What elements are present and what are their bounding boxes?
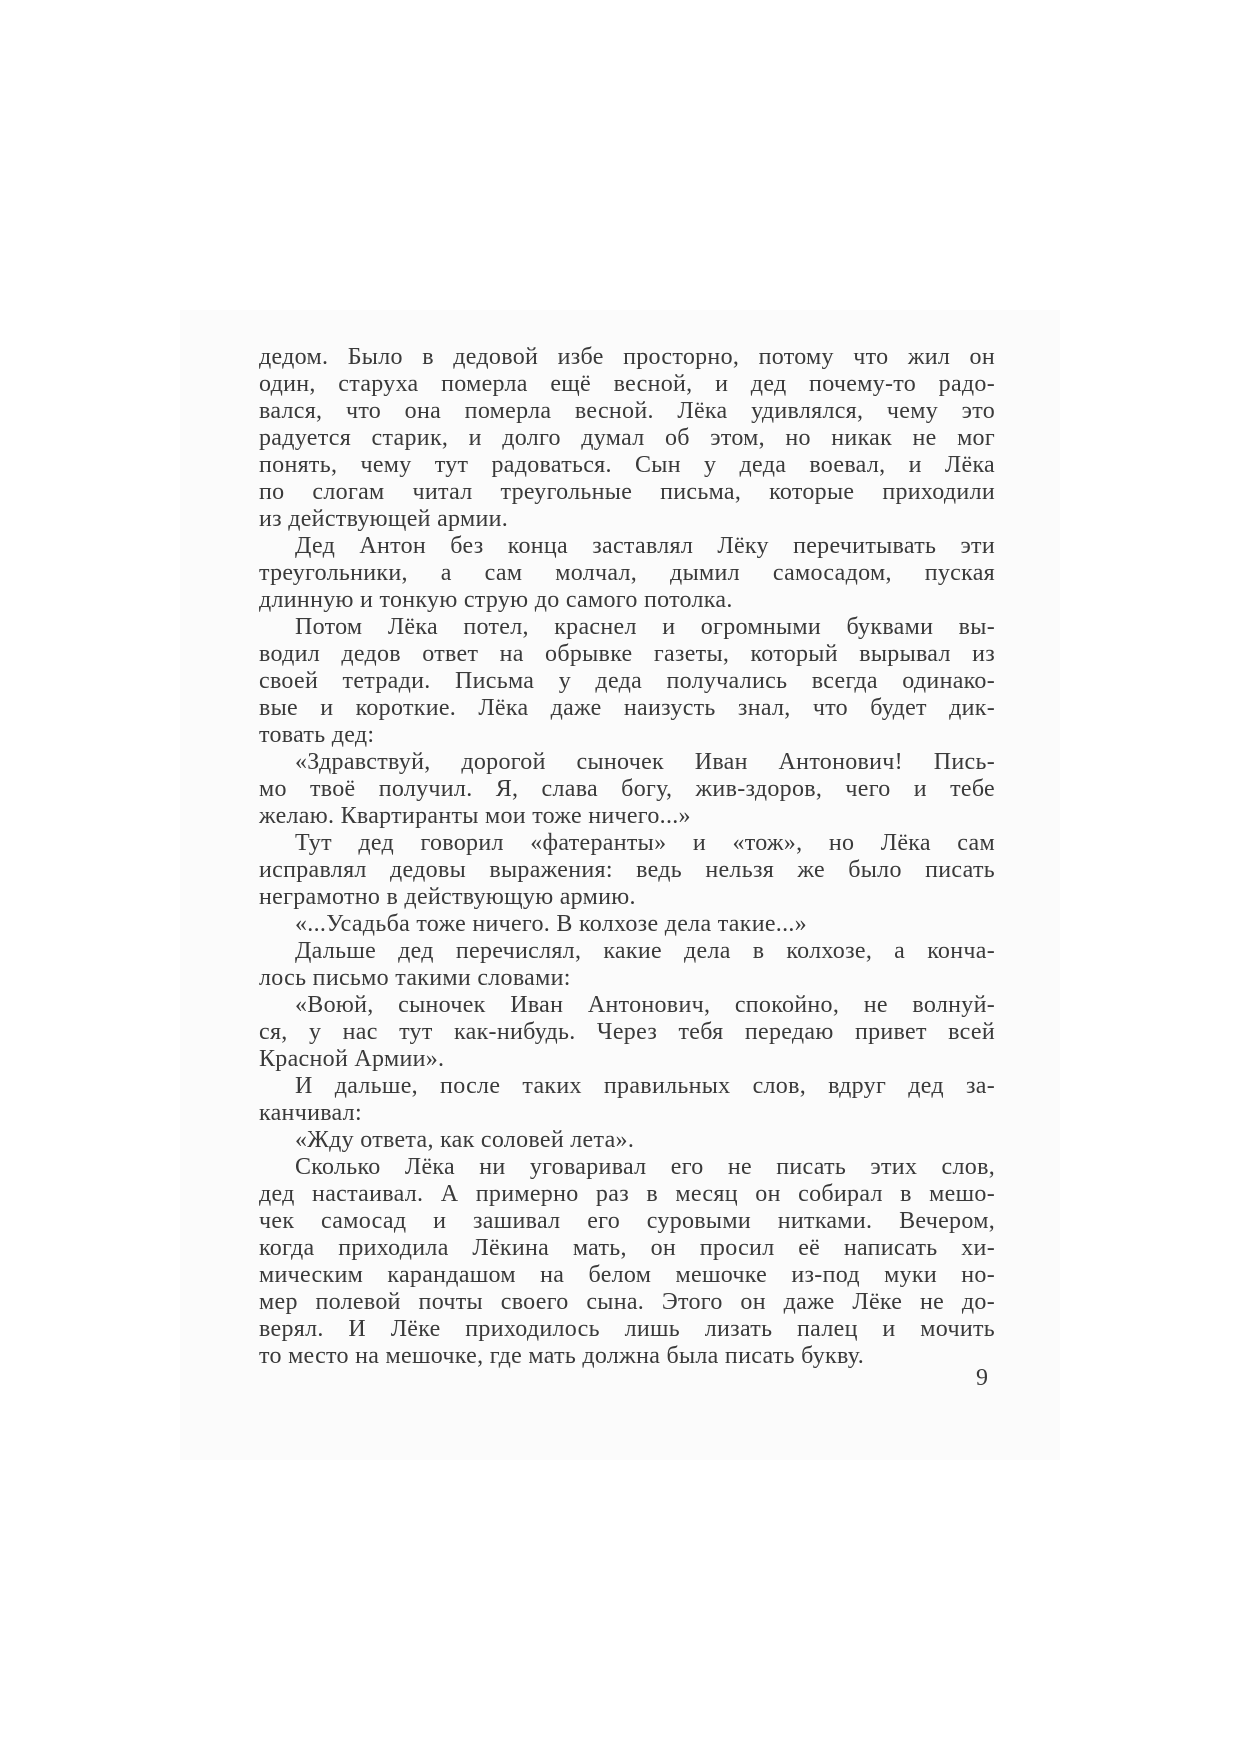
text-line: то место на мешочке, где мать должна была писать букву. (259, 1343, 864, 1369)
text-line: Красной Армии». (259, 1046, 445, 1072)
paragraph (259, 614, 995, 749)
text-line: мическим карандашом на белом мешочке из-под муки но- (259, 1262, 995, 1288)
text-line: товать дед: (259, 722, 375, 748)
text-line: своей тетради. Письма у деда получались всегда одинако- (259, 668, 995, 694)
page-number: 9 (976, 1365, 988, 1391)
text-line: «Здравствуй, дорогой сыночек Иван Антонович! Пись- (295, 749, 995, 775)
text-line: лось письмо такими словами: (259, 965, 571, 991)
text-line: мо твоё получил. Я, слава богу, жив-здоров, чего и тебе (259, 776, 995, 802)
text-line: желаю. Квартиранты мои тоже ничего...» (259, 803, 691, 829)
text-line: И дальше, после таких правильных слов, вдруг дед за- (295, 1073, 995, 1099)
text-line: длинную и тонкую струю до самого потолка. (259, 587, 733, 613)
text-line: «Воюй, сыночек Иван Антонович, спокойно, не волнуй- (295, 992, 995, 1018)
text-line: канчивал: (259, 1100, 362, 1126)
paragraph (259, 1073, 995, 1127)
text-line: треугольники, а сам молчал, дымил самосадом, пуская (259, 560, 995, 586)
text-line: один, старуха померла ещё весной, и дед почему-то радо- (259, 371, 995, 397)
text-line: из действующей армии. (259, 506, 509, 532)
text-line: Потом Лёка потел, краснел и огромными буквами вы- (295, 614, 995, 640)
text-line: по слогам читал треугольные письма, которые приходили (259, 479, 995, 505)
paragraph (259, 344, 995, 533)
text-line: водил дедов ответ на обрывке газеты, который вырывал из (259, 641, 995, 667)
paragraph (259, 1154, 995, 1370)
text-line: верял. И Лёке приходилось лишь лизать палец и мочить (259, 1316, 995, 1342)
paragraph (259, 1127, 995, 1154)
text-line: «...Усадьба тоже ничего. В колхозе дела такие...» (295, 911, 807, 937)
text-line: дедом. Было в дедовой избе просторно, потому что жил он (259, 344, 995, 370)
body-text (259, 344, 995, 1370)
text-line: чек самосад и зашивал его суровыми нитками. Вечером, (259, 1208, 995, 1234)
paragraph (259, 533, 995, 614)
text-line: вался, что она померла весной. Лёка удивлялся, чему это (259, 398, 995, 424)
text-line: Дед Антон без конца заставлял Лёку перечитывать эти (295, 533, 995, 559)
text-line: исправлял дедовы выражения: ведь нельзя же было писать (259, 857, 995, 883)
text-line: вые и короткие. Лёка даже наизусть знал, что будет дик- (259, 695, 995, 721)
paragraph (259, 911, 995, 938)
paragraph (259, 992, 995, 1073)
text-line: понять, чему тут радоваться. Сын у деда воевал, и Лёка (259, 452, 995, 478)
text-line: Сколько Лёка ни уговаривал его не писать этих слов, (295, 1154, 995, 1180)
paragraph (259, 938, 995, 992)
text-line: ся, у нас тут как-нибудь. Через тебя передаю привет всей (259, 1019, 995, 1045)
text-line: неграмотно в действующую армию. (259, 884, 636, 910)
text-line: дед настаивал. А примерно раз в месяц он собирал в мешо- (259, 1181, 995, 1207)
text-line: «Жду ответа, как соловей лета». (295, 1127, 635, 1153)
text-line: радуется старик, и долго думал об этом, но никак не мог (259, 425, 995, 451)
paragraph (259, 830, 995, 911)
text-line: мер полевой почты своего сына. Этого он даже Лёке не до- (259, 1289, 995, 1315)
text-line: когда приходила Лёкина мать, он просил её написать хи- (259, 1235, 995, 1261)
text-line: Дальше дед перечислял, какие дела в колхозе, а конча- (295, 938, 995, 964)
paragraph (259, 749, 995, 830)
text-line: Тут дед говорил «фатеранты» и «тож», но Лёка сам (295, 830, 995, 856)
